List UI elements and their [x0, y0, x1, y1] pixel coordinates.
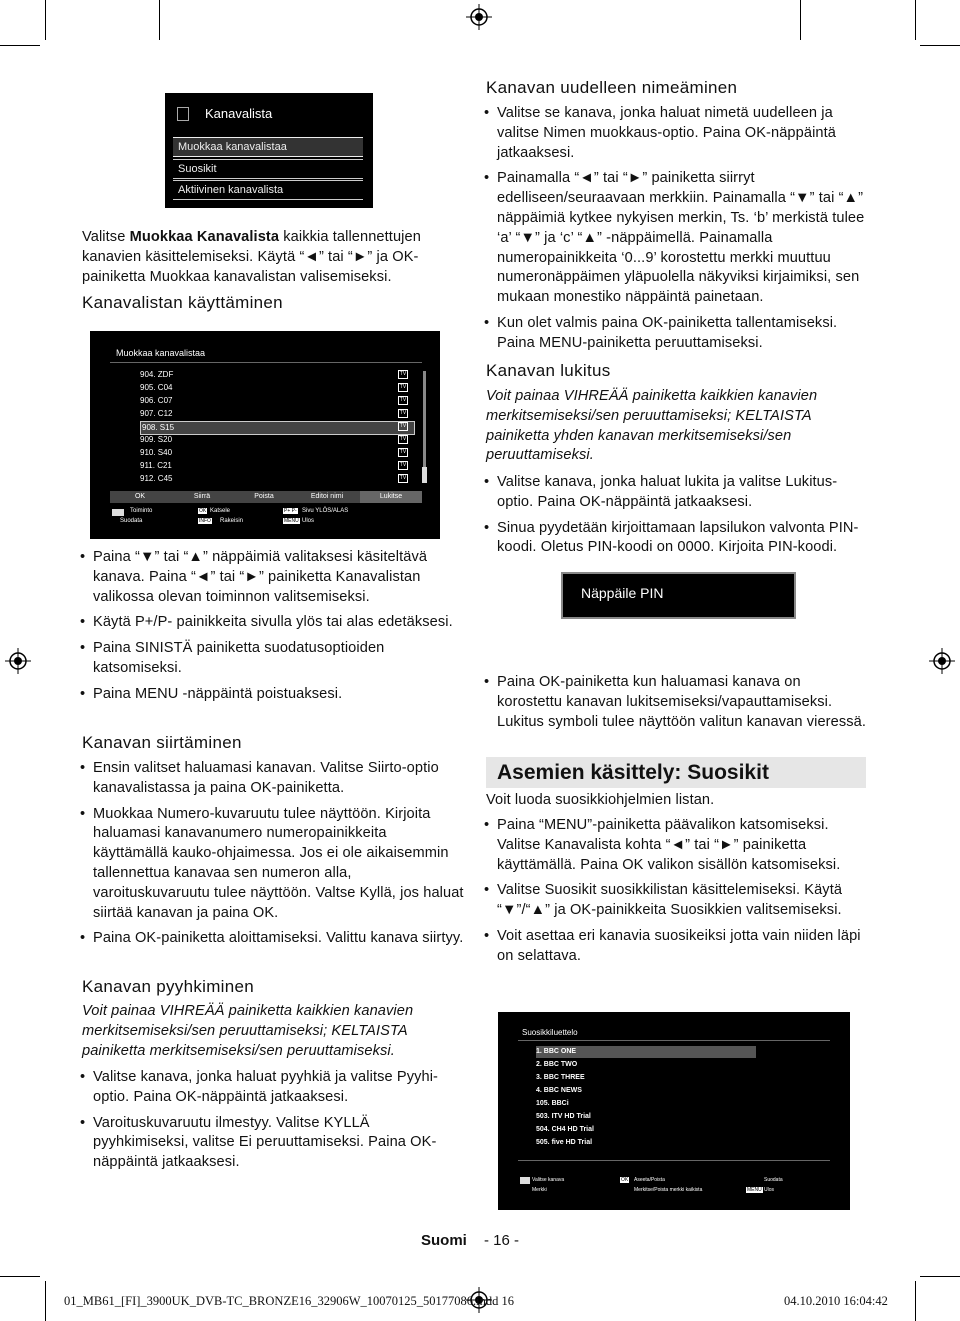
ok-button[interactable]: OK — [134, 493, 146, 500]
lukitus-bullet-3 — [484, 673, 868, 732]
heading-uudelleen-nimeaminen: Kanavan uudelleen nimeäminen — [486, 78, 738, 97]
legend-text: Katsele — [210, 508, 231, 514]
bullet-item: • Valitse kanava, jonka haluat pyyhkiä ja valitse Pyyhi-optio. Paina OK-näppäintä jatkaaksesi. — [80, 1068, 464, 1108]
pin-label: Näppäile PIN — [581, 585, 664, 601]
channel-row[interactable]: 909. S20 — [140, 435, 173, 444]
crop-mark — [0, 45, 40, 46]
title-divider — [518, 1040, 830, 1041]
bullet-item: • Paina SINISTÄ painiketta suodatusoptioiden katsomiseksi. — [80, 639, 464, 679]
heading-kanavan-siirtaminen: Kanavan siirtäminen — [82, 733, 242, 752]
nime-bullets — [484, 104, 868, 354]
channel-row[interactable]: 904. ZDF — [140, 370, 174, 379]
channel-row[interactable]: 910. S40 — [140, 448, 173, 457]
legend-text: Merkitse/Poista merkki kaikista — [634, 1187, 703, 1193]
crop-mark — [800, 0, 801, 40]
bullet-item: • Paina MENU -näppäintä poistuaksesi. — [80, 685, 464, 705]
suosikit-bullets — [484, 816, 868, 967]
tv-badge: TV — [399, 371, 407, 377]
legend-text: Toiminto — [130, 508, 153, 514]
heading-kanavalistan-kayttaminen: Kanavalistan käyttäminen — [82, 293, 283, 312]
tv-badge: TV — [399, 410, 407, 416]
edit-name-button[interactable]: Editoi nimi — [310, 493, 344, 500]
crop-mark — [920, 1276, 960, 1277]
bullet-item: • Muokkaa Numero-kuvaruutu tulee näyttöön. Kirjoita haluamasi kanavanumero numeropainikkeita käyttämällä kauko-ohjaimessa. Jos ei ole aikaisemmin tallennettua kanavaa sen numeron alla, varoituskuvaruutu tulee näyttöön. Valtse Kyllä, jos haluat siirtää kanavan ja paina OK. — [80, 805, 464, 924]
channel-row[interactable]: 4. BBC NEWS — [536, 1087, 582, 1094]
siirt-bullets — [80, 759, 464, 949]
footer-language: Suomi — [421, 1232, 467, 1249]
intro-paragraph: Valitse Muokkaa Kanavalista kaikkia tallennettujen kanavien käsittelemiseksi. Käytä “◄” tai “►” ja OK-painiketta Muokkaa kanavalistan valisemiseksi. — [82, 229, 421, 285]
footer-date: 04.10.2010 16:04:42 — [784, 1294, 888, 1308]
pyyh-intro: Voit painaa VIHREÄÄ painiketta kaikkien kanavien merkitsemiseksi/sen peruuttamiseksi; KELTAISTA painiketta merkitsemiseksi/sen peruuttamiseksi. — [82, 1003, 414, 1059]
footer-filename: 01_MB61_[FI]_3900UK_DVB-TC_BRONZE16_32906W_10070125_50177086.indd 16 — [64, 1294, 514, 1308]
legend-text: Sivu YLÖS/ALAS — [302, 508, 349, 514]
bullet-item: • Valitse Suosikit suosikkilistan käsittelemiseksi. Käytä “▼”/“▲” ja OK-painikkeita Suosikkien valitsemiseksi. — [484, 881, 868, 921]
legend-text: Valitse kanava — [532, 1177, 565, 1183]
legend-key: OK — [199, 508, 207, 514]
registration-mark-icon — [5, 648, 31, 674]
legend-key — [112, 509, 124, 516]
lukitus-intro: Voit painaa VIHREÄÄ painiketta kaikkien kanavien merkitsemiseksi/sen peruuttamiseksi; KELTAISTA painiketta yhden kanavan merkitsemiseksi/sen peruuttamiseksi. — [486, 388, 818, 464]
suosikit-intro: Voit luoda suosikkiohjelmien listan. — [486, 792, 715, 808]
legend-key: INFO — [199, 518, 211, 524]
bullet-item: • Paina OK-painiketta kun haluamasi kanava on korostettu kanavan lukitsemiseksi/vapauttamiseksi. Lukitus symboli tulee näyttöön valitun kanavan vieressä. — [484, 673, 868, 732]
bullet-item: • Valitse se kanava, jonka haluat nimetä uudelleen ja valitse Nimen muokkaus-optio. Paina OK-näppäintä jatkaaksesi. — [484, 104, 868, 163]
function-bar — [110, 491, 422, 503]
channel-row[interactable]: 503. ITV HD Trial — [536, 1113, 591, 1120]
channel-row[interactable]: 105. BBCi — [536, 1100, 569, 1107]
bullet-item: • Paina OK-painiketta aloittamiseksi. Valittu kanava siirtyy. — [80, 929, 464, 949]
left-bullets — [80, 548, 464, 705]
legend-text: Aseeta/Poista — [634, 1177, 665, 1183]
channel-row[interactable]: 3. BBC THREE — [536, 1074, 585, 1081]
row-divider — [518, 1160, 830, 1161]
tv-badge: TV — [399, 423, 407, 429]
channel-row[interactable]: 907. C12 — [140, 409, 173, 418]
channel-row[interactable]: 504. CH4 HD Trial — [536, 1126, 594, 1133]
menu-item[interactable]: Muokkaa kanavalistaa — [173, 137, 363, 157]
bullet-item: • Paina “▼” tai “▲” näppäimiä valitaksesi käsiteltävä kanava. Paina “◄” tai “►” painiketta Kanavalistan valikossa olevan toiminnon valitsemiseksi. — [80, 548, 464, 607]
favourites-screenshot — [498, 1012, 850, 1210]
legend-key: OK — [621, 1177, 629, 1183]
crop-mark — [915, 0, 916, 40]
bullet-item: • Voit asettaa eri kanavia suosikeiksi jotta vain niiden läpi on selattava. — [484, 927, 868, 967]
channel-row[interactable]: 905. C04 — [140, 383, 173, 392]
channel-row[interactable]: 912. C45 — [140, 474, 173, 483]
channel-row-selected[interactable]: 908. S15 — [140, 421, 415, 435]
pyyh-bullets — [80, 1068, 464, 1173]
channel-list-screenshot — [90, 331, 440, 539]
tv-badge: TV — [399, 436, 407, 442]
crop-mark — [920, 45, 960, 46]
tv-badge: TV — [399, 462, 407, 468]
legend-text: Ulos — [764, 1187, 775, 1193]
title-divider — [110, 362, 422, 363]
lock-button[interactable]: Lukitse — [360, 491, 422, 503]
legend-key: MENU — [284, 518, 299, 524]
lukitus-bullets — [484, 473, 868, 558]
bullet-item: • Sinua pyydetään kirjoittamaan lapsilukon valvonta PIN-koodi. Oletus PIN-koodi on 0000. Kirjoita PIN-koodi. — [484, 519, 868, 559]
legend-text: Suodata — [120, 518, 143, 524]
screen-title: Suosikkiluettelo — [522, 1028, 578, 1037]
channel-row-selected[interactable]: 1. BBC ONE — [536, 1046, 756, 1058]
tv-badge: TV — [399, 449, 407, 455]
bullet-item: • Ensin valitset haluamasi kanavan. Valitse Siirto-optio kanavalistassa ja paina OK-painiketta. — [80, 759, 464, 799]
legend-text: Suodata — [764, 1177, 783, 1183]
legend-key: MENU — [747, 1187, 762, 1193]
screen-title: Muokkaa kanavalistaa — [116, 348, 206, 358]
registration-mark-icon — [929, 648, 955, 674]
bullet-item: • Valitse kanava, jonka haluat lukita ja valitse Lukitus-optio. Paina OK-näppäintä jatkaaksesi. — [484, 473, 868, 513]
tv-badge: TV — [399, 397, 407, 403]
channel-row[interactable]: 505. five HD Trial — [536, 1139, 593, 1146]
heading-kanavan-pyyhkiminen: Kanavan pyyhkiminen — [82, 977, 255, 996]
bullet-item: • Varoituskuvaruutu ilmestyy. Valitse KYLLÄ pyyhkimiseksi, valitse Ei peruuttamiseksi. Paina OK-näppäintä jatkaaksesi. — [80, 1114, 464, 1173]
legend-text: Ulos — [302, 518, 315, 524]
crop-mark — [45, 0, 46, 40]
bullet-item: • Kun olet valmis paina OK-painiketta tallentamiseksi. Paina MENU-painiketta peruuttamiseksi. — [484, 314, 868, 354]
menu-item[interactable]: Aktiivinen kanavalista — [173, 180, 363, 200]
legend-text: Merkki — [532, 1187, 547, 1193]
crop-mark — [45, 1281, 46, 1321]
footer-page-number: - 16 - — [484, 1232, 520, 1249]
menu-title: Kanavalista — [205, 106, 273, 121]
heading-suosikit — [486, 757, 866, 788]
crop-mark — [915, 1281, 916, 1321]
bullet-item: • Käytä P+/P- painikkeita sivulla ylös tai alas edetäksesi. — [80, 613, 464, 633]
tv-badge: TV — [399, 384, 407, 390]
legend-key: P+ P- — [284, 508, 297, 514]
heading-kanavan-lukitus: Kanavan lukitus — [486, 361, 611, 380]
pin-entry-screenshot — [561, 572, 796, 619]
scrollbar-thumb[interactable] — [422, 467, 427, 483]
crop-mark — [159, 0, 160, 40]
kanavalista-icon — [177, 107, 189, 121]
delete-button[interactable]: Poista — [254, 493, 274, 500]
registration-mark-icon — [466, 4, 492, 30]
channel-row[interactable]: 2. BBC TWO — [536, 1061, 578, 1068]
channel-row[interactable]: 906. C07 — [140, 396, 173, 405]
tv-badge: TV — [399, 475, 407, 481]
bullet-item: • Paina “MENU”-painiketta päävalikon katsomiseksi. Valitse Kanavalista kohta “◄” tai “►” painiketta käyttämällä. Paina OK valikon sisällön katsomiseksi. — [484, 816, 868, 875]
legend-text: Rakeisin — [220, 518, 244, 524]
bullet-item: • Painamalla “◄” tai “►” painiketta siirryt edelliseen/seuraavaan merkkiin. Painamalla “▼” tai “▲” näppäimiä kytkee nykyisen merkin, Ts. ‘b’ merkistä tulee ‘a’ “▼” ja ‘c’ “▲” -näppäimellä. Painamalla numeropainikkeita ‘0...9’ korostettu merkki muuttuu numeronäppäimen yläpuolella näkyviksi kirjaimiksi, sen mukaan monestiko näppäintä painetaan. — [484, 169, 868, 308]
move-button[interactable]: Siirrä — [193, 493, 211, 500]
heading-suosikit-text: Asemien käsittely: Suosikit — [497, 761, 769, 784]
menu-item[interactable]: Suosikit — [173, 159, 363, 179]
channel-row[interactable]: 911. C21 — [140, 461, 172, 470]
crop-mark — [0, 1276, 40, 1277]
legend-key — [520, 1177, 530, 1184]
kanavalista-menu-screenshot — [165, 93, 373, 208]
